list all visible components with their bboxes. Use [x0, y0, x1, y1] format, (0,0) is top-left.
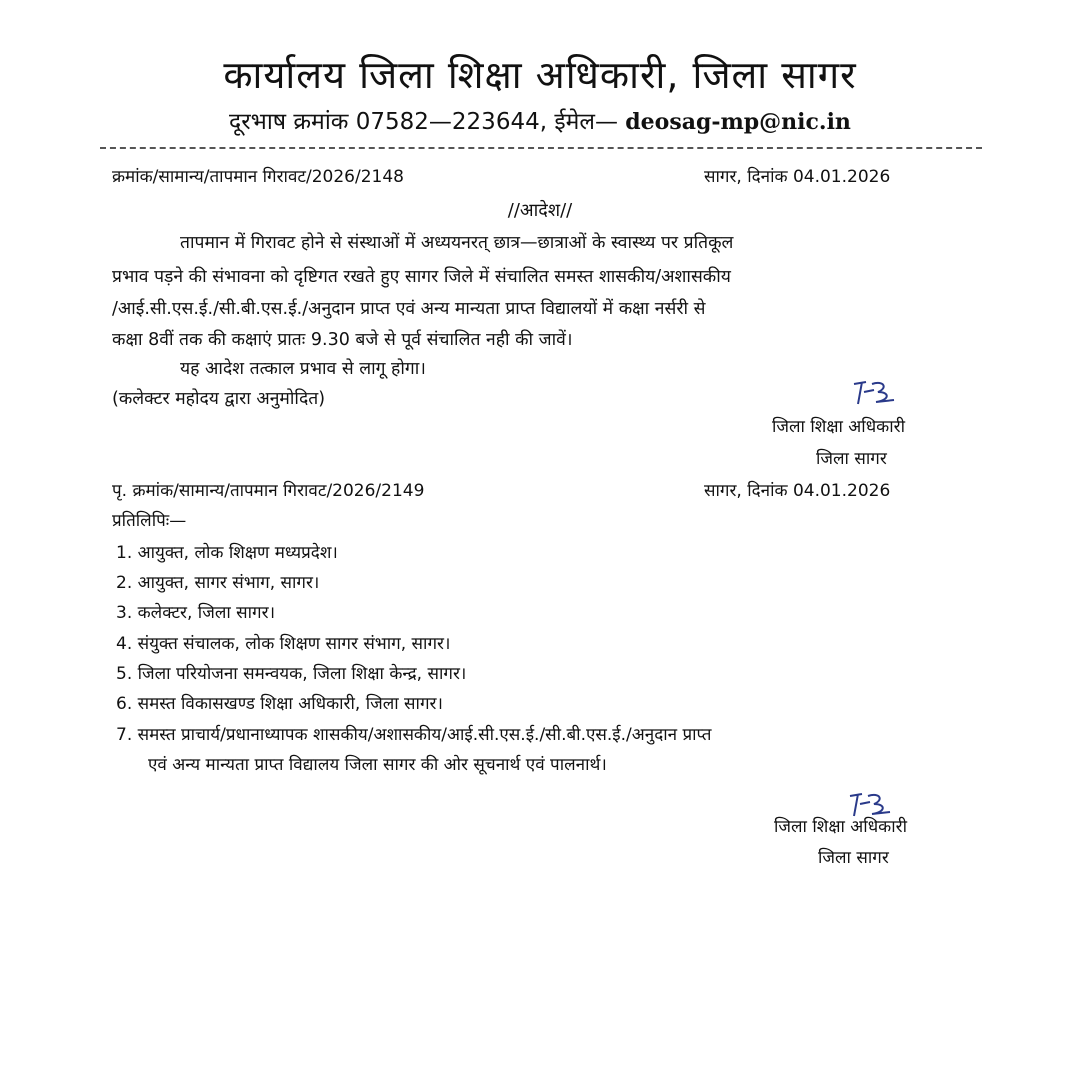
- contact-line: [0, 104, 1080, 136]
- header-divider: [100, 147, 982, 149]
- order-effect-line: यह आदेश तत्काल प्रभाव से लागू होगा।: [180, 359, 426, 379]
- copy-item-7: 7. समस्त प्राचार्य/प्रधानाध्यापक शासकीय/अशासकीय/आई.सी.एस.ई./सी.बी.एस.ई./अनुदान प्राप्त: [116, 725, 712, 745]
- copy-signature-place: जिला सागर: [818, 848, 889, 868]
- handwritten-signature-1: [850, 376, 900, 410]
- order-heading: //आदेश//: [507, 200, 573, 221]
- order-place-date: सागर, दिनांक 04.01.2026: [704, 167, 891, 187]
- office-title: कार्यालय जिला शिक्षा अधिकारी, जिला सागर: [223, 53, 857, 97]
- order-body-line-4: कक्षा 8वीं तक की कक्षाएं प्रातः 9.30 बजे से पूर्व संचालित नही की जावें।: [112, 330, 573, 350]
- copy-item-1: 1. आयुक्त, लोक शिक्षण मध्यप्रदेश।: [116, 543, 338, 563]
- copy-item-6: 6. समस्त विकासखण्ड शिक्षा अधिकारी, जिला सागर।: [116, 694, 443, 714]
- email-address: deosag-mp@nic.in: [625, 109, 851, 135]
- copy-place-date: सागर, दिनांक 04.01.2026: [704, 481, 891, 501]
- copy-item-2: 2. आयुक्त, सागर संभाग, सागर।: [116, 573, 320, 593]
- order-body-line-3: /आई.सी.एस.ई./सी.बी.एस.ई./अनुदान प्राप्त एवं अन्य मान्यता प्राप्त विद्यालयों में कक्षा नर्सरी से: [112, 299, 706, 319]
- copy-item-3: 3. कलेक्टर, जिला सागर।: [116, 603, 276, 623]
- order-approval-line: (कलेक्टर महोदय द्वारा अनुमोदित): [112, 389, 326, 409]
- order-body-line-1: तापमान में गिरावट होने से संस्थाओं में अध्ययनरत् छात्र—छात्राओं के स्वास्थ्य पर प्रतिकूल: [180, 233, 734, 253]
- order-ref-number: क्रमांक/सामान्य/तापमान गिरावट/2026/2148: [112, 167, 404, 187]
- contact-prefix: दूरभाष क्रमांक 07582—223644, ईमेल—: [229, 109, 626, 135]
- order-signature-title: जिला शिक्षा अधिकारी: [772, 417, 905, 437]
- copy-item-4: 4. संयुक्त संचालक, लोक शिक्षण सागर संभाग, सागर।: [116, 634, 451, 654]
- copy-heading: प्रतिलिपिः—: [112, 511, 187, 531]
- copy-signature-title: जिला शिक्षा अधिकारी: [774, 817, 907, 837]
- order-body-line-2: प्रभाव पड़ने की संभावना को दृष्टिगत रखते हुए सागर जिले में संचालित समस्त शासकीय/अशासकीय: [112, 267, 731, 287]
- copy-item-7-continuation: एवं अन्य मान्यता प्राप्त विद्यालय जिला सागर की ओर सूचनार्थ एवं पालनार्थ।: [148, 755, 607, 775]
- order-signature-place: जिला सागर: [816, 449, 887, 469]
- copy-ref-number: पृ. क्रमांक/सामान्य/तापमान गिरावट/2026/2149: [112, 481, 425, 501]
- copy-item-5: 5. जिला परियोजना समन्वयक, जिला शिक्षा केन्द्र, सागर।: [116, 664, 467, 684]
